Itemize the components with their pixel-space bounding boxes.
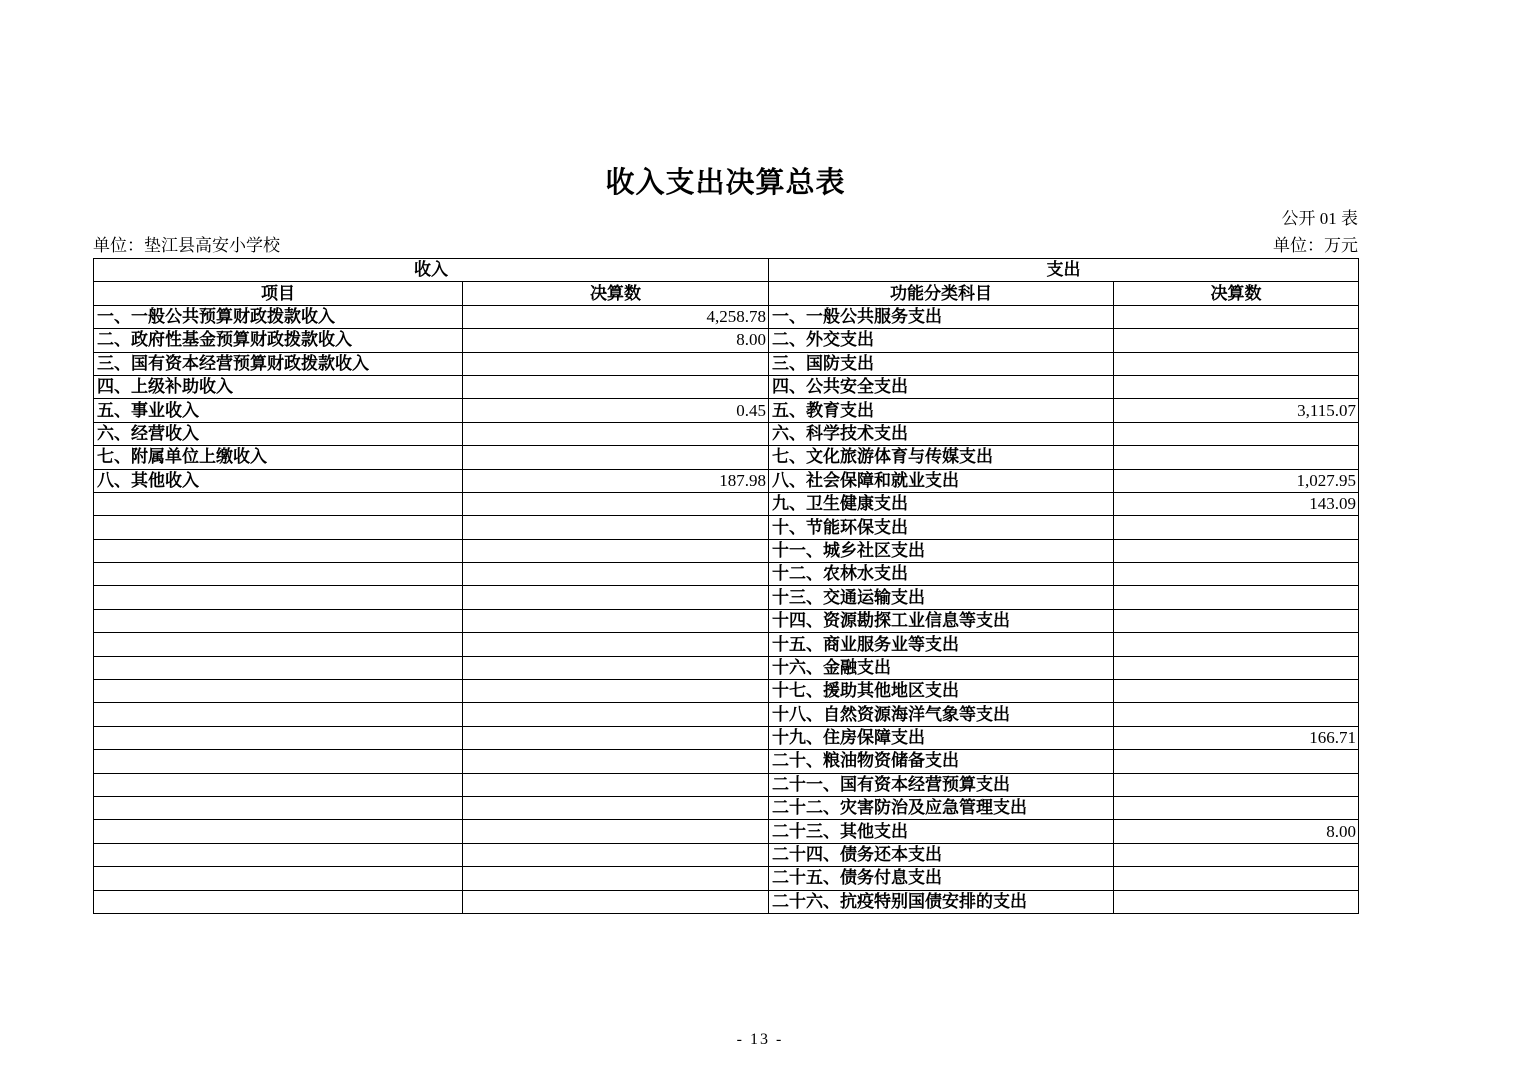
table-row <box>94 586 1359 609</box>
income-item-cell <box>94 750 463 773</box>
expense-amount-cell <box>1114 563 1359 586</box>
expense-item-cell: 二十二、灾害防治及应急管理支出 <box>769 796 1114 819</box>
table-row <box>94 329 1359 352</box>
expense-item-cell: 五、教育支出 <box>769 399 1114 422</box>
expense-amount-cell <box>1114 890 1359 913</box>
income-amount-cell <box>463 843 769 866</box>
section-header-income: 收入 <box>94 259 769 282</box>
table-body <box>94 305 1359 913</box>
expense-item-cell: 二十一、国有资本经营预算支出 <box>769 773 1114 796</box>
income-item-cell <box>94 539 463 562</box>
table-row <box>94 422 1359 445</box>
table-row <box>94 539 1359 562</box>
expense-item-cell: 二、外交支出 <box>769 329 1114 352</box>
income-item-cell <box>94 703 463 726</box>
table-row <box>94 843 1359 866</box>
income-amount-cell <box>463 890 769 913</box>
table-row <box>94 726 1359 749</box>
income-amount-cell <box>463 563 769 586</box>
income-amount-cell <box>463 773 769 796</box>
table-row <box>94 796 1359 819</box>
table-row <box>94 492 1359 515</box>
income-amount-cell <box>463 492 769 515</box>
income-amount-cell: 187.98 <box>463 469 769 492</box>
expense-item-cell: 二十六、抗疫特别国债安排的支出 <box>769 890 1114 913</box>
table-row <box>94 633 1359 656</box>
expense-item-cell: 十五、商业服务业等支出 <box>769 633 1114 656</box>
unit-name-label: 单位：垫江县高安小学校 <box>93 236 280 255</box>
income-item-cell <box>94 843 463 866</box>
income-item-cell <box>94 586 463 609</box>
expense-amount-cell <box>1114 796 1359 819</box>
col-header-income-item: 项目 <box>94 282 463 305</box>
expense-item-cell: 十九、住房保障支出 <box>769 726 1114 749</box>
expense-item-cell: 十七、援助其他地区支出 <box>769 680 1114 703</box>
table-row <box>94 656 1359 679</box>
expense-amount-cell <box>1114 703 1359 726</box>
income-item-cell: 四、上级补助收入 <box>94 375 463 398</box>
income-amount-cell <box>463 539 769 562</box>
page-number: - 13 - <box>736 1031 784 1048</box>
income-item-cell <box>94 890 463 913</box>
table-row <box>94 890 1359 913</box>
income-amount-cell <box>463 516 769 539</box>
income-item-cell <box>94 726 463 749</box>
table-row <box>94 446 1359 469</box>
column-header-row <box>94 282 1359 305</box>
expense-amount-cell <box>1114 446 1359 469</box>
income-item-cell: 六、经营收入 <box>94 422 463 445</box>
table-row <box>94 399 1359 422</box>
expense-amount-cell <box>1114 516 1359 539</box>
income-amount-cell: 8.00 <box>463 329 769 352</box>
income-amount-cell <box>463 586 769 609</box>
expense-amount-cell <box>1114 539 1359 562</box>
expense-amount-cell <box>1114 633 1359 656</box>
income-amount-cell <box>463 867 769 890</box>
table-row <box>94 750 1359 773</box>
expense-item-cell: 三、国防支出 <box>769 352 1114 375</box>
expense-amount-cell <box>1114 750 1359 773</box>
expense-item-cell: 十四、资源勘探工业信息等支出 <box>769 609 1114 632</box>
income-amount-cell <box>463 680 769 703</box>
income-item-cell <box>94 516 463 539</box>
expense-item-cell: 十、节能环保支出 <box>769 516 1114 539</box>
expense-amount-cell <box>1114 867 1359 890</box>
income-item-cell <box>94 796 463 819</box>
income-amount-cell <box>463 750 769 773</box>
expense-item-cell: 四、公共安全支出 <box>769 375 1114 398</box>
expense-amount-cell <box>1114 609 1359 632</box>
expense-amount-cell <box>1114 422 1359 445</box>
col-header-expense-item: 功能分类科目 <box>769 282 1114 305</box>
section-header-expense: 支出 <box>769 259 1359 282</box>
expense-item-cell: 二十三、其他支出 <box>769 820 1114 843</box>
table-row <box>94 609 1359 632</box>
expense-amount-cell <box>1114 843 1359 866</box>
expense-amount-cell <box>1114 656 1359 679</box>
income-item-cell <box>94 633 463 656</box>
table-row <box>94 773 1359 796</box>
expense-amount-cell <box>1114 375 1359 398</box>
income-amount-cell <box>463 609 769 632</box>
table-row <box>94 516 1359 539</box>
income-item-cell <box>94 492 463 515</box>
income-item-cell: 五、事业收入 <box>94 399 463 422</box>
expense-item-cell: 十一、城乡社区支出 <box>769 539 1114 562</box>
income-amount-cell <box>463 796 769 819</box>
table-row <box>94 680 1359 703</box>
table-row <box>94 305 1359 328</box>
table-row <box>94 867 1359 890</box>
expense-item-cell: 一、一般公共服务支出 <box>769 305 1114 328</box>
expense-item-cell: 七、文化旅游体育与传媒支出 <box>769 446 1114 469</box>
expense-item-cell: 十二、农林水支出 <box>769 563 1114 586</box>
expense-item-cell: 六、科学技术支出 <box>769 422 1114 445</box>
expense-amount-cell: 8.00 <box>1114 820 1359 843</box>
expense-amount-cell: 3,115.07 <box>1114 399 1359 422</box>
income-item-cell: 二、政府性基金预算财政拨款收入 <box>94 329 463 352</box>
expense-amount-cell: 1,027.95 <box>1114 469 1359 492</box>
income-item-cell: 一、一般公共预算财政拨款收入 <box>94 305 463 328</box>
expense-item-cell: 八、社会保障和就业支出 <box>769 469 1114 492</box>
expense-item-cell: 二十、粮油物资储备支出 <box>769 750 1114 773</box>
table-row <box>94 352 1359 375</box>
income-amount-cell <box>463 375 769 398</box>
expense-amount-cell <box>1114 352 1359 375</box>
income-amount-cell <box>463 422 769 445</box>
expense-item-cell: 九、卫生健康支出 <box>769 492 1114 515</box>
income-amount-cell <box>463 656 769 679</box>
income-item-cell <box>94 609 463 632</box>
income-item-cell: 三、国有资本经营预算财政拨款收入 <box>94 352 463 375</box>
income-item-cell <box>94 680 463 703</box>
table-row <box>94 703 1359 726</box>
income-item-cell <box>94 773 463 796</box>
expense-item-cell: 二十四、债务还本支出 <box>769 843 1114 866</box>
expense-item-cell: 十三、交通运输支出 <box>769 586 1114 609</box>
expense-amount-cell <box>1114 773 1359 796</box>
unit-row <box>93 231 1358 256</box>
doc-type-label: 公开 01 表 <box>1281 209 1358 228</box>
page-title: 收入支出决算总表 <box>605 167 846 199</box>
expense-item-cell: 十八、自然资源海洋气象等支出 <box>769 703 1114 726</box>
col-header-income-amount: 决算数 <box>463 282 769 305</box>
income-amount-cell <box>463 703 769 726</box>
table-row <box>94 375 1359 398</box>
table-row <box>94 563 1359 586</box>
table-row <box>94 469 1359 492</box>
expense-amount-cell <box>1114 586 1359 609</box>
income-amount-cell <box>463 820 769 843</box>
income-amount-cell: 0.45 <box>463 399 769 422</box>
unit-currency-label: 单位：万元 <box>1273 236 1358 255</box>
expense-amount-cell <box>1114 329 1359 352</box>
col-header-expense-amount: 决算数 <box>1114 282 1359 305</box>
table-row <box>94 820 1359 843</box>
section-header-row <box>94 259 1359 282</box>
income-amount-cell: 4,258.78 <box>463 305 769 328</box>
income-item-cell: 七、附属单位上缴收入 <box>94 446 463 469</box>
income-item-cell <box>94 563 463 586</box>
expense-item-cell: 十六、金融支出 <box>769 656 1114 679</box>
income-item-cell <box>94 656 463 679</box>
expense-amount-cell: 143.09 <box>1114 492 1359 515</box>
income-expense-summary-table <box>93 258 1359 914</box>
expense-amount-cell <box>1114 680 1359 703</box>
expense-amount-cell <box>1114 305 1359 328</box>
income-item-cell: 八、其他收入 <box>94 469 463 492</box>
expense-item-cell: 二十五、债务付息支出 <box>769 867 1114 890</box>
income-item-cell <box>94 867 463 890</box>
income-amount-cell <box>463 726 769 749</box>
income-item-cell <box>94 820 463 843</box>
income-amount-cell <box>463 446 769 469</box>
income-amount-cell <box>463 352 769 375</box>
income-amount-cell <box>463 633 769 656</box>
expense-amount-cell: 166.71 <box>1114 726 1359 749</box>
